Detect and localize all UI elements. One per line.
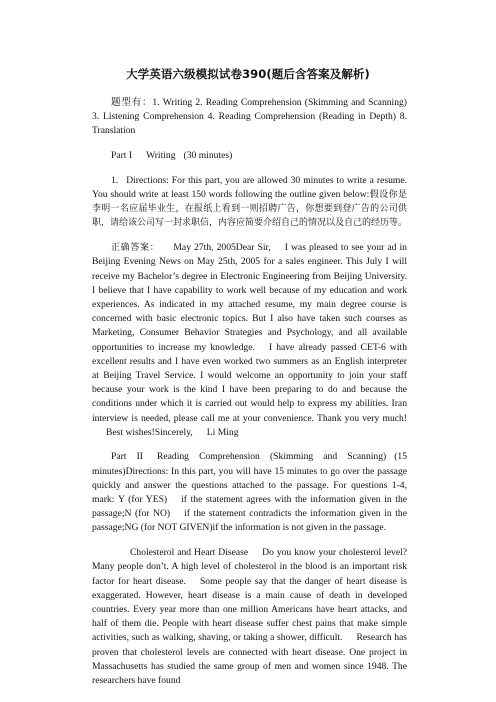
document-body xyxy=(92,96,407,699)
part2-ng-label: NG (for NOT GIVEN)if the information is not given in the passage. xyxy=(124,522,386,534)
answer-body-2: I have already passed CET-6 with excellent results and I have even worked two summers as an English interpreter at Beijing Travel Service. I would welcome an opportunity to join your staff because your work is the kind I have been preparing to do and because the conditions under which it is carried out would help to express my abilities. Iran interview is needed, please call me at your convenience. Thank you very much! xyxy=(92,341,407,424)
question-types: 题型有：1. Writing 2. Reading Comprehension (Skimming and Scanning) 3. Listening Comprehension 4. Reading Comprehension (Reading in Depth) 8. Translation xyxy=(92,97,407,137)
passage-title: Cholesterol and Heart Disease xyxy=(130,547,249,559)
document-title: 大学英语六级模拟试卷390(题后含答案及解析) xyxy=(126,67,370,81)
part2-directions: Directions: In this part, you will have 15 minutes to go over the passage quickly and answer the questions attached to the passage. For questions 1-4, mark: xyxy=(92,465,407,506)
answer-block xyxy=(92,241,407,440)
passage xyxy=(92,546,407,688)
answer-closing: Best wishes!Sincerely, xyxy=(106,426,193,438)
part1-name: Writing xyxy=(146,150,176,162)
answer-label: 正确答案： xyxy=(111,243,160,254)
part2-section xyxy=(92,450,407,535)
part2-time: (15 minutes) xyxy=(92,451,407,477)
part2-y-label: Y (for YES) xyxy=(118,494,168,506)
part2-n-label: N (for NO) xyxy=(124,508,171,520)
part2-name: Reading Comprehension (Skimming and Scanning) xyxy=(156,451,387,463)
part1-heading xyxy=(92,149,407,163)
answer-signature: Li Ming xyxy=(206,426,239,438)
answer-body: I was pleased to see your ad in Beijing Evening News on May 25th, 2005 for a sales engineer. This July I will receive my Bachelor’s degree in Electronic Engineering from Beijing University. I believe that I have capability to work well because of my education and work experiences. As indicated in my attached resume, my main degree course is concerned with basic electronic topics. But I also have taken such courses as Marketing, Consumer Behavior Strategies and Psychology, and all available opportunities to increase my knowledge. xyxy=(92,242,407,353)
question-1 xyxy=(92,174,407,231)
part2-y-desc: if the statement agrees with the information given in the passage; xyxy=(92,494,408,520)
question-1-number: 1. xyxy=(111,174,119,186)
answer-date: May 27th, 2005Dear Sir, xyxy=(173,242,271,254)
question-1-directions: Directions: For this part, you are allowed 30 minutes to write a resume. You should write at least 150 words following the outline given below: xyxy=(92,174,407,201)
part2-n-desc: if the statement contradicts the information given in the passage; xyxy=(92,508,407,534)
passage-paragraph-1a: Do you know your cholesterol level? Many people don’t. A high level of cholesterol in the blood is an important risk factor for heart disease. xyxy=(92,547,407,587)
part1-label: Part I xyxy=(111,150,133,162)
part1-time: (30 minutes) xyxy=(183,150,233,162)
part2-label: Part II xyxy=(111,451,143,463)
question-1-directions-cn: 假设你是李明一名应届毕业生，在报纸上看到一则招聘广告，你想要到登广告的公司供职，请给该公司写一封求职信，内容应简要介绍自己的情况以及自己的经历等。 xyxy=(92,190,408,229)
passage-paragraph-2: Research has proven that cholesterol levels are connected with heart disease. One project in Massachusetts has studied the same group of men and women since 1948. The researchers have found xyxy=(92,632,407,687)
passage-paragraph-1b: Some people say that the danger of heart disease is exaggerated. However, heart disease is a main cause of death in developed countries. Every year more than one million Americans have heart attacks, and half of them die. People with heart disease suffer chest pains that make simple activities, such as walking, shaving, or taking a shower, difficult. xyxy=(92,575,407,644)
